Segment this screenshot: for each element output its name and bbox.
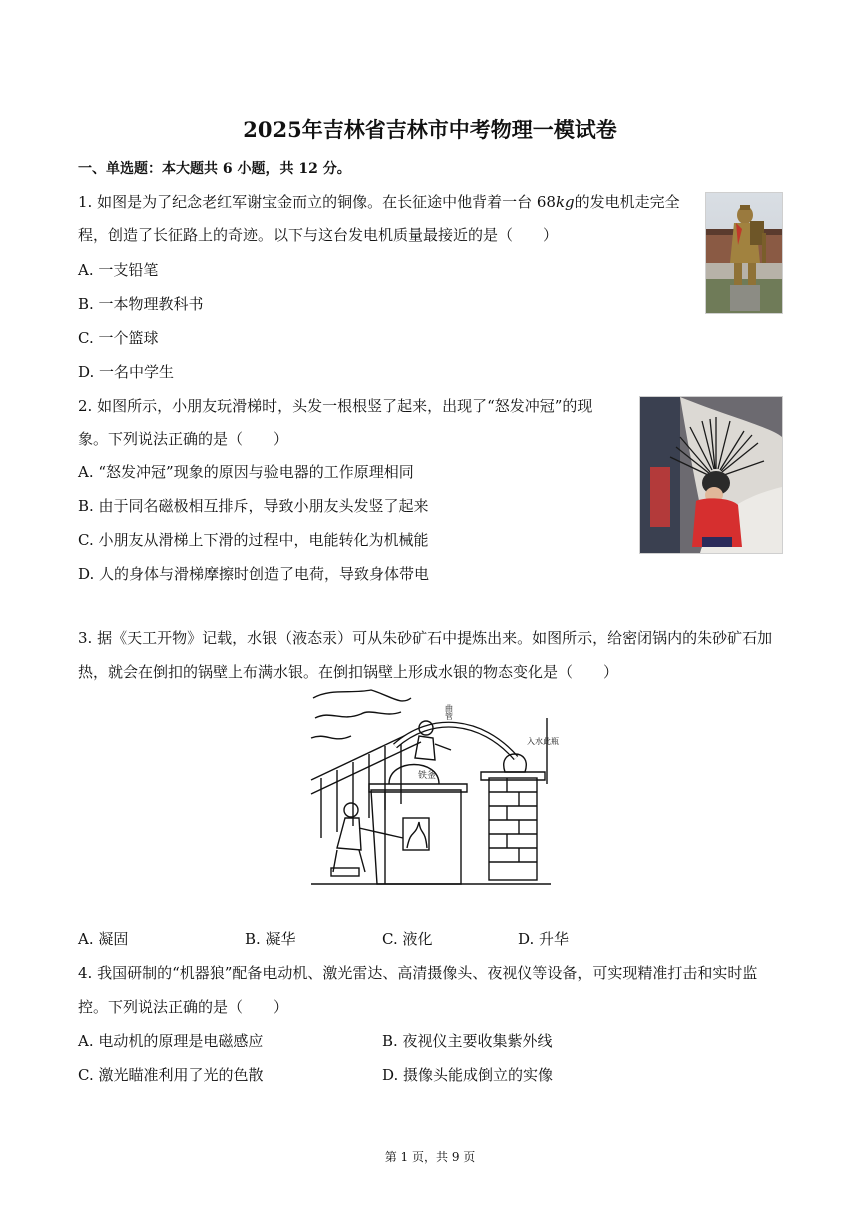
question-4-option-d: D. 摄像头能成倒立的实像 xyxy=(382,1066,554,1084)
question-4-line-1: 4. 我国研制的“机器狼”配备电动机、激光雷达、高清摄像头、夜视仪等设备，可实现精准打击和实时监 xyxy=(78,964,758,982)
question-4-option-b: B. 夜视仪主要收集紫外线 xyxy=(382,1032,553,1050)
page-title: 2025年吉林省吉林市中考物理一模试卷 xyxy=(243,117,617,142)
statue-photo xyxy=(705,192,783,314)
section-heading: 一、单选题：本大题共 6 小题，共 12 分。 xyxy=(78,161,351,177)
question-3-option-b: B. 凝华 xyxy=(245,930,296,948)
question-1-line-2: 程，创造了长征路上的奇迹。以下与这台发电机质量最接近的是（ ） xyxy=(78,226,559,244)
question-3-option-a: A. 凝固 xyxy=(78,930,129,948)
unit-kg: kg xyxy=(555,193,575,211)
label-pipe: 曲管 xyxy=(444,704,454,720)
question-3-option-d: D. 升华 xyxy=(518,930,570,948)
question-2-line-1: 2. 如图所示，小朋友玩滑梯时，头发一根根竖了起来，出现了“怒发冲冠”的现 xyxy=(78,397,593,415)
question-2-option-b: B. 由于同名磁极相互排斥，导致小朋友头发竖了起来 xyxy=(78,497,429,515)
question-1-option-a: A. 一支铅笔 xyxy=(78,261,159,279)
label-water: 入水此瓶 xyxy=(527,737,559,746)
question-2-option-c: C. 小朋友从滑梯上下滑的过程中，电能转化为机械能 xyxy=(78,531,429,549)
question-4-line-2: 控。下列说法正确的是（ ） xyxy=(78,998,289,1016)
mercury-distillation-illustration xyxy=(311,688,559,892)
page-footer: 第 1 页，共 9 页 xyxy=(384,1150,476,1164)
question-4-option-a: A. 电动机的原理是电磁感应 xyxy=(78,1032,264,1050)
question-1-option-d: D. 一名中学生 xyxy=(78,363,175,381)
question-2-option-a: A. “怒发冲冠”现象的原因与验电器的工作原理相同 xyxy=(78,463,414,481)
slide-hair-photo xyxy=(639,396,783,554)
question-2-line-2: 象。下列说法正确的是（ ） xyxy=(78,430,289,448)
question-3-line-2: 热，就会在倒扣的锅壁上布满水银。在倒扣锅壁上形成水银的物态变化是（ ） xyxy=(78,663,619,681)
question-1-option-b: B. 一本物理教科书 xyxy=(78,295,204,313)
question-1-option-c: C. 一个篮球 xyxy=(78,329,159,347)
question-4-option-c: C. 激光瞄准利用了光的色散 xyxy=(78,1066,264,1084)
question-3-option-c: C. 液化 xyxy=(382,930,433,948)
question-2-option-d: D. 人的身体与滑梯摩擦时创造了电荷，导致身体带电 xyxy=(78,565,430,583)
question-3-line-1: 3. 据《天工开物》记载，水银（液态汞）可从朱砂矿石中提炼出来。如图所示，给密闭锅内的朱砂矿石加 xyxy=(78,629,773,647)
label-pot: 铁釜 xyxy=(418,771,437,781)
question-1-line-1: 1. 如图是为了纪念老红军谢宝金而立的铜像。在长征途中他背着一台 68kg的发电机走完全 xyxy=(78,193,680,211)
